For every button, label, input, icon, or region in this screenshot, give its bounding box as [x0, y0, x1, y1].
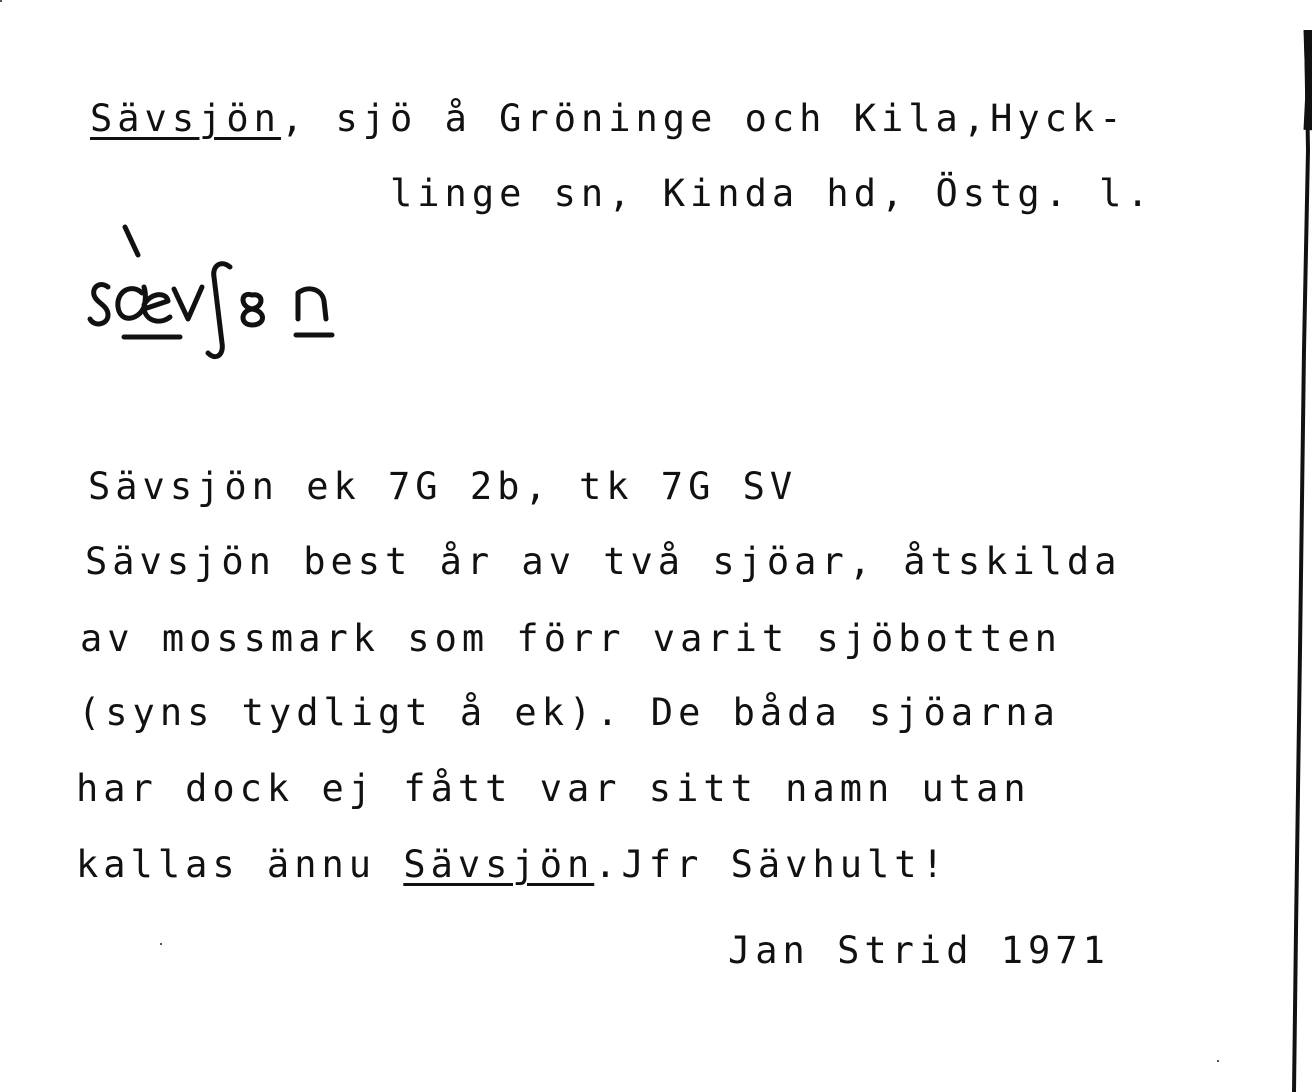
body-line-4: (syns tydligt å ek). De båda sjöarna [78, 691, 1060, 734]
phonetic-transcription-handwritten [80, 215, 360, 375]
cross-reference-headword: Sävsjön [403, 843, 595, 886]
body-line-2: Sävsjön best år av två sjöar, åtskilda [85, 540, 1122, 583]
body-line-3: av mossmark som förr varit sjöbotten [80, 617, 1062, 660]
heading-line-2: linge sn, Kinda hd, Östg. l. [390, 172, 1154, 215]
body-line-1: Sävsjön ek 7G 2b, tk 7G SV [88, 465, 798, 508]
scan-speck [160, 943, 162, 945]
body-line-6 [76, 843, 949, 886]
body-line-5: har dock ej fått var sitt namn utan [76, 767, 1031, 810]
heading-line-1 [90, 97, 1127, 140]
scan-speck [1217, 1060, 1219, 1062]
scan-speck [0, 0, 2, 2]
body-line-6-start: kallas ännu [76, 843, 404, 886]
signature: Jan Strid 1971 [728, 929, 1110, 972]
card-edge-line [1290, 30, 1312, 1092]
headword: Sävsjön [90, 97, 281, 140]
body-line-6-end: .Jfr Sävhult! [594, 843, 949, 886]
heading-location: , sjö å Gröninge och Kila,Hyck- [280, 97, 1127, 140]
